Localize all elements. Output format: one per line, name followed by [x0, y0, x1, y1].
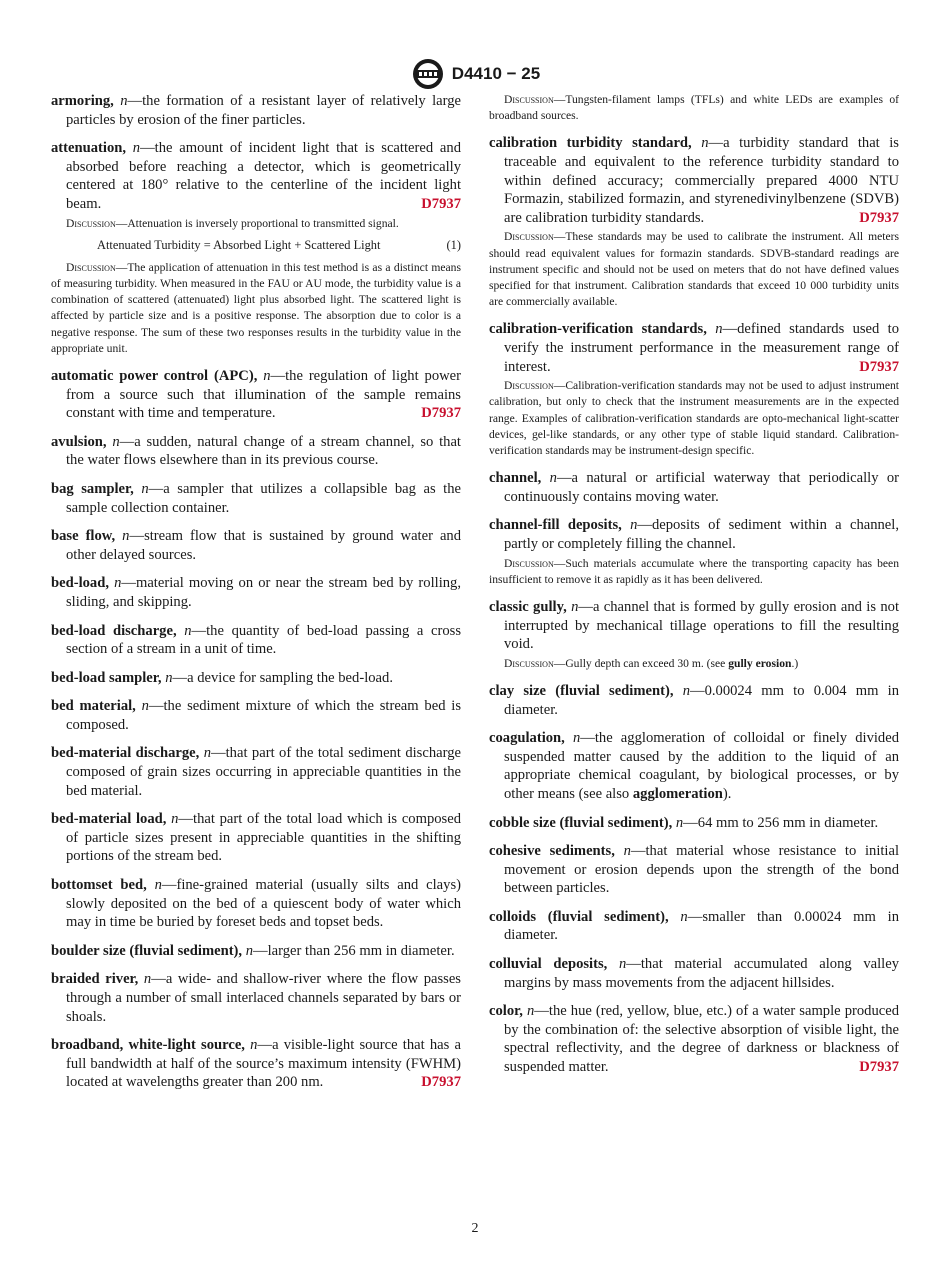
entry-broadband	[51, 1036, 461, 1092]
part-of-speech: n	[122, 528, 130, 545]
term: channel-fill deposits,	[489, 517, 622, 534]
entry-calibration-turbidity-standard	[489, 134, 899, 227]
part-of-speech: n	[250, 1037, 258, 1054]
definition: —a visible-light source that has a full bandwidth at half of the source’s maximum intensity (FWHM) located at wavelengths greater than 200 nm.	[66, 1037, 461, 1091]
part-of-speech: n	[630, 517, 638, 534]
definition: —a channel that is formed by gully erosion and is not interrupted by mechanical tillage operations to fill the resulting void.	[504, 598, 900, 653]
discussion: Discussion—Tungsten-filament lamps (TFLs) and white LEDs are examples of broadband sources.	[489, 93, 899, 123]
definition: —the quantity of bed-load passing a cross section of a stream in a unit of time.	[66, 622, 461, 658]
entry-apc	[51, 367, 461, 423]
term: calibration-verification standards,	[489, 321, 707, 338]
definition: —larger than 256 mm in diameter.	[253, 942, 455, 959]
part-of-speech: n	[165, 669, 173, 686]
term: armoring,	[51, 93, 114, 109]
entry-bottomset-bed	[51, 876, 461, 932]
definition: —stream flow that is sustained by ground water and other delayed sources.	[66, 528, 462, 563]
discussion: Discussion—These standards may be used to calibrate the instrument. All meters should read equivalent values for formazin standards. SDVB-standard readings are instrument specific and should not be used on meters that do not have defined values specified for that instrument. Calibration standards that exceed 10 000 turbidity units are commercially available.	[489, 230, 899, 309]
definition: —that material whose resistance to initial movement or erosion depends upon the strength of the bond between particles.	[504, 843, 900, 897]
term: cobble size (fluvial sediment),	[489, 814, 673, 831]
equation-number: (1)	[446, 237, 461, 252]
left-column	[51, 92, 461, 1092]
entry-calibration-verification	[489, 320, 899, 376]
part-of-speech: n	[618, 956, 627, 973]
part-of-speech: n	[132, 140, 141, 157]
reference-link[interactable]: D7937	[421, 195, 461, 212]
definition: —defined standards used to verify the instrument performance in the measurement range of interest.	[504, 321, 899, 375]
term: base flow,	[51, 528, 116, 545]
entry-bed-load-sampler	[51, 669, 461, 688]
definition: —64 mm to 256 mm in diameter.	[683, 814, 879, 831]
definition: —a wide- and shallow-river where the flow passes through a number of small interlaced channels separated by bars or shoals.	[66, 971, 461, 1025]
definition: —that material accumulated along valley margins by mass movements from the adjacent hillsides.	[504, 956, 900, 991]
entry-bed-material-discharge	[51, 744, 461, 800]
term: color,	[489, 1003, 523, 1020]
entry-channel-fill-deposits	[489, 516, 899, 553]
entry-attenuation	[51, 139, 461, 213]
entry-base-flow	[51, 527, 461, 564]
part-of-speech: n	[171, 811, 179, 828]
entry-cohesive-sediments	[489, 842, 899, 898]
definition: —the amount of incident light that is scattered and absorbed before reaching a detector, which is geometrically centered at 180° relative to the centerline of the incident light beam.	[66, 140, 461, 212]
definition: —a sampler that utilizes a collapsible bag as the sample collection container.	[66, 480, 461, 516]
part-of-speech: n	[143, 971, 152, 988]
part-of-speech: n	[203, 745, 212, 762]
part-of-speech: n	[623, 843, 631, 860]
reference-link[interactable]: D7937	[421, 405, 461, 422]
definition: —the agglomeration of colloidal or finely divided suspended matter caused by the addition to the liquid of an appropriate chemical coagulant, by biological processes, or by other means (see also	[504, 730, 899, 802]
discussion: Discussion—Gully depth can exceed 30 m. (see gully erosion.)	[504, 656, 799, 670]
term: coagulation,	[489, 730, 565, 747]
term: bed material,	[51, 698, 136, 715]
entry-clay-size	[489, 682, 899, 719]
entry-classic-gully	[489, 598, 899, 654]
definition: —material moving on or near the stream bed by rolling, sliding, and skipping.	[66, 575, 461, 610]
definition: —a turbidity standard that is traceable and equivalent to the reference turbidity standard to within defined accuracy; commercially prepared 4000 NTU Formazin, stabilized formazin, and styrenedivinylbenzene (SDVB) are calibration turbidity standards.	[504, 135, 899, 226]
term: colloids (fluvial sediment),	[489, 908, 669, 925]
part-of-speech: n	[715, 321, 723, 338]
definition: —that part of the total load which is composed of particle sizes present in appreciable quantities in the shifting portions of the stream bed.	[66, 811, 461, 865]
page-number: 2	[471, 1221, 479, 1236]
part-of-speech: n	[680, 908, 688, 925]
entry-bag-sampler	[51, 480, 461, 517]
definition: —a device for sampling the bed-load.	[172, 669, 393, 686]
term: bottomset bed,	[51, 877, 147, 894]
part-of-speech: n	[245, 942, 254, 959]
entry-armoring	[51, 92, 461, 129]
cross-reference: gully erosion	[728, 656, 792, 670]
definition: —deposits of sediment within a channel, partly or completely filling the channel.	[504, 517, 899, 552]
document-id: D4410 − 25	[451, 64, 541, 83]
entry-braided-river	[51, 970, 461, 1026]
astm-logo-icon	[410, 56, 446, 92]
term: bed-load discharge,	[51, 622, 177, 639]
reference-link[interactable]: D7937	[859, 358, 899, 375]
term: bed-material discharge,	[51, 745, 200, 762]
definition: —fine-grained material (usually silts and clays) slowly deposited on the bed of a quiescent body of water which may in time be buried by foreset beds and topset beds.	[66, 877, 461, 931]
term: bed-material load,	[51, 811, 167, 828]
part-of-speech: n	[675, 814, 684, 831]
part-of-speech: n	[571, 598, 579, 615]
equation-text: Attenuated Turbidity = Absorbed Light + Scattered Light	[97, 237, 381, 252]
term: colluvial deposits,	[489, 956, 608, 973]
page-header	[0, 56, 950, 97]
entry-bed-load	[51, 574, 461, 611]
cross-reference: agglomeration	[632, 785, 723, 802]
term: avulsion,	[51, 433, 107, 450]
definition: —a natural or artificial waterway that periodically or continuously contains moving water.	[504, 470, 899, 505]
discussion: Discussion—Attenuation is inversely proportional to transmitted signal.	[66, 216, 399, 230]
entry-avulsion	[51, 433, 461, 470]
part-of-speech: n	[549, 470, 557, 487]
reference-link[interactable]: D7937	[859, 209, 899, 226]
entry-color	[489, 1002, 899, 1076]
term: attenuation,	[51, 140, 126, 157]
term: calibration turbidity standard,	[489, 135, 692, 152]
part-of-speech: n	[120, 93, 128, 109]
discussion: Discussion—Calibration-verification standards may not be used to adjust instrument calibration, but only to check that the instrument measurements are in the expected range. Examples of calibration-verification standards are opto-mechanical light-scatter devices, gel-like standards, or any other type of stable liquid standard. Calibration-verification standards may be instrument-design specific.	[489, 379, 899, 457]
definition: —the formation of a resistant layer of relatively large particles by erosion of the finer particles.	[66, 93, 461, 128]
discussion: Discussion—The application of attenuation in this test method is as a distinct means of measuring turbidity. When measured in the FAU or AU mode, the turbidity value is a combination of scattered (attenuated) light plus absorbed light. The scattered light is affected by particle size and is a positive response. The absorption due to color is a negative response. The sum of these two responses results in the turbidity value in the appropriate unit.	[51, 260, 461, 355]
definition: —that part of the total sediment discharge composed of grain sizes occurring in appreciable quantities in the bed material.	[66, 745, 461, 799]
part-of-speech: n	[263, 367, 271, 384]
entry-colluvial-deposits	[489, 955, 899, 992]
entry-bed-material-load	[51, 810, 461, 866]
term: classic gully,	[489, 598, 567, 615]
entry-boulder-size	[51, 942, 461, 961]
term: bed-load sampler,	[51, 669, 162, 686]
part-of-speech: n	[682, 682, 690, 699]
definition: —0.00024 mm to 0.004 mm in diameter.	[504, 682, 899, 718]
entry-bed-load-discharge	[51, 622, 461, 659]
part-of-speech: n	[572, 730, 581, 747]
term: braided river,	[51, 971, 139, 988]
term: channel,	[489, 470, 542, 487]
entry-colloids	[489, 908, 899, 945]
term: cohesive sediments,	[489, 843, 615, 860]
discussion: Discussion—Such materials accumulate where the transporting capacity has been insufficient to remove it as rapidly as it has been delivered.	[489, 556, 899, 586]
part-of-speech: n	[184, 622, 192, 639]
equation	[51, 236, 461, 254]
entry-channel	[489, 469, 899, 506]
part-of-speech: n	[114, 575, 122, 592]
term: clay size (fluvial sediment),	[489, 682, 674, 699]
entry-bed-material	[51, 697, 461, 734]
term: bag sampler,	[51, 480, 134, 497]
part-of-speech: n	[141, 480, 149, 497]
reference-link[interactable]: D7937	[421, 1074, 461, 1091]
definition: —the hue (red, yellow, blue, etc.) of a water sample produced by the combination of: the selective absorption of visible light, the spectral reflectivity, and the degree of darkness or blackness of suspended matter.	[504, 1003, 899, 1076]
entry-cobble-size	[489, 814, 899, 833]
definition: —the regulation of light power from a source such that illumination of the sample remains constant with time and temperature.	[66, 367, 461, 422]
part-of-speech: n	[701, 135, 709, 152]
term: broadband, white-light source,	[51, 1037, 245, 1054]
term: automatic power control (APC),	[51, 367, 258, 384]
entry-coagulation: coagulation, n—the agglomeration of colloidal or finely divided suspended matter caused by the addition to the liquid of an appropriate chemical coagulant, by biological processes, or by other means (see also agglomeration).	[489, 730, 899, 802]
definition: —smaller than 0.00024 mm in diameter.	[504, 908, 899, 944]
definition: —a sudden, natural change of a stream channel, so that the water flows elsewhere than in its previous course.	[66, 433, 461, 469]
term: boulder size (fluvial sediment),	[51, 942, 243, 959]
term: bed-load,	[51, 575, 109, 592]
definition: —the sediment mixture of which the stream bed is composed.	[66, 698, 462, 733]
part-of-speech: n	[154, 877, 162, 894]
part-of-speech: n	[112, 433, 120, 450]
part-of-speech: n	[141, 698, 149, 715]
right-column	[489, 92, 899, 1077]
part-of-speech: n	[527, 1003, 535, 1020]
reference-link[interactable]: D7937	[859, 1059, 899, 1076]
